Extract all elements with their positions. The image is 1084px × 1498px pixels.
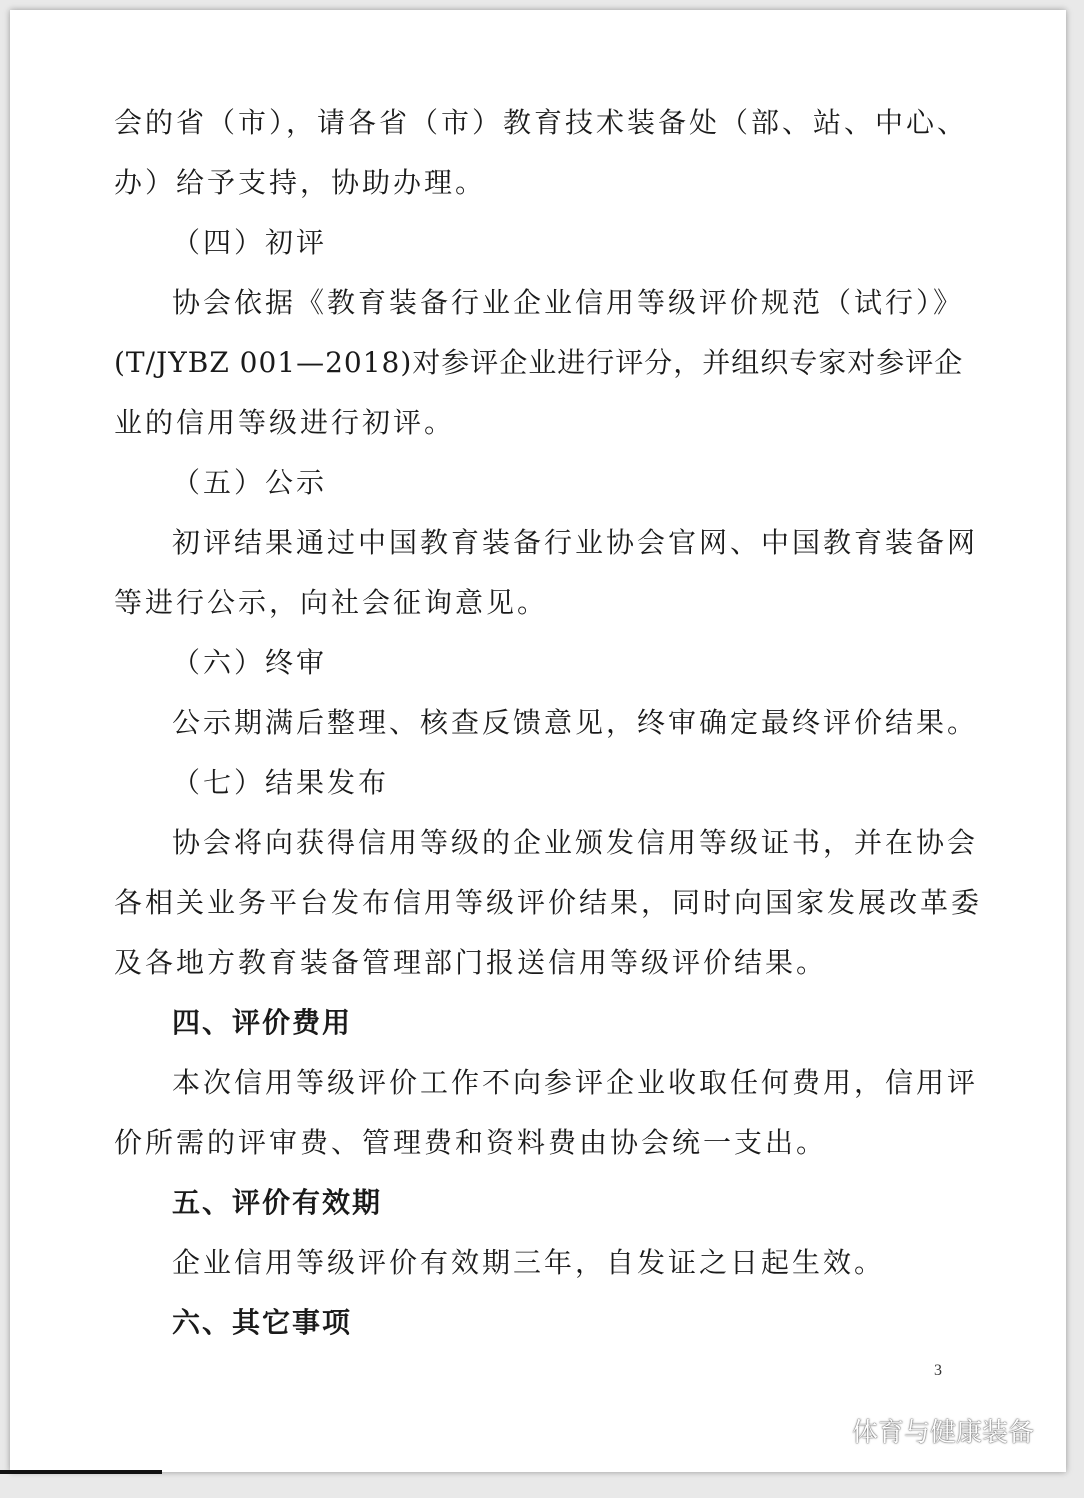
document-page [10,10,1066,1472]
text-line: 价所需的评审费、管理费和资料费由协会统一支出。 [114,1126,828,1159]
text-line: 公示期满后整理、核查反馈意见，终审确定最终评价结果。 [172,706,979,739]
section-subheading: （七）结果发布 [172,766,390,799]
text-line: 协会将向获得信用等级的企业颁发信用等级证书，并在协会 [172,826,979,859]
wechat-icon [814,1417,844,1445]
text-line: 业的信用等级进行初评。 [114,406,456,439]
text-line: 会的省（市），请各省（市）教育技术装备处（部、站、中心、 [114,106,969,139]
text-line: 企业信用等级评价有效期三年，自发证之日起生效。 [172,1246,886,1279]
text-line: 初评结果通过中国教育装备行业协会官网、中国教育装备网 [172,526,979,559]
text-line: (T/JYBZ 001—2018)对参评企业进行评分，并组织专家对参评企 [114,346,964,379]
text-line: 本次信用等级评价工作不向参评企业收取任何费用，信用评 [172,1066,979,1099]
section-heading: 四、评价费用 [172,1006,353,1039]
bottom-bar [0,1470,162,1474]
watermark [814,1412,1034,1449]
page-number: 3 [934,1362,942,1379]
text-line: 各相关业务平台发布信用等级评价结果，同时向国家发展改革委 [114,886,983,919]
watermark-text: 体育与健康装备 [852,1418,1035,1448]
section-subheading: （四）初评 [172,226,328,259]
section-heading: 五、评价有效期 [172,1186,383,1219]
text-line: 等进行公示，向社会征询意见。 [114,586,549,619]
text-line: 办）给予支持，协助办理。 [114,166,487,199]
section-subheading: （六）终审 [172,646,328,679]
text-line: 及各地方教育装备管理部门报送信用等级评价结果。 [114,946,828,979]
section-heading: 六、其它事项 [172,1306,353,1339]
section-subheading: （五）公示 [172,466,328,499]
text-line: 协会依据《教育装备行业企业信用等级评价规范（试行）》 [172,286,965,319]
